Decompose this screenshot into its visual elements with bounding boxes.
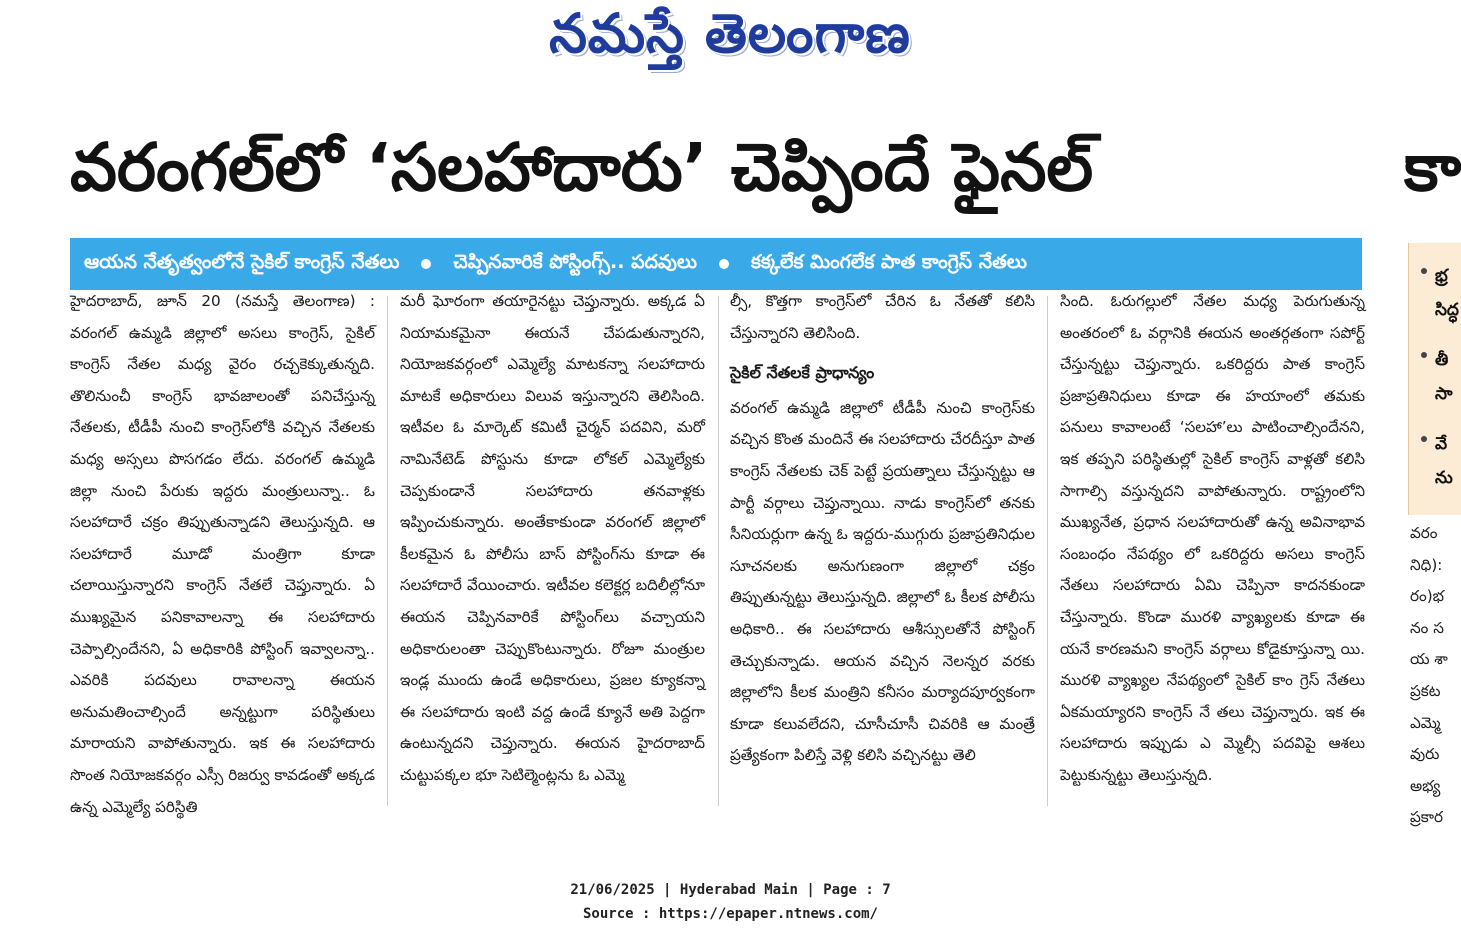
page-footer xyxy=(0,878,1461,926)
fragment-line: అభ్య xyxy=(1410,776,1441,795)
headline: వరంగల్‌లో ‘సలహాదారు’ చెప్పిందే ఫైనల్ xyxy=(70,129,1094,206)
article-column-3 xyxy=(730,286,1035,772)
fragment-line: ప్రకార xyxy=(1410,808,1443,827)
bullet-icon xyxy=(1421,352,1427,358)
source-link[interactable]: Source : https://epaper.ntnews.com/ xyxy=(582,906,878,922)
deck-banner xyxy=(70,238,1362,290)
bullet-icon xyxy=(1421,436,1427,442)
article-column-2: మరీ ఘోరంగా తయారైనట్టు చెప్తున్నారు. అక్కడ ఏ నియామకమైనా ఈయనే చేపడుతున్నారని, నియోజకవర్గంలో ఎమ్మెల్యే మాటకన్నా సలహాదారు మాటకే అధికారులు విలువ ఇస్తున్నారని తెలిసింది. ఇటీవల ఓ మార్కెట్ కమిటీ చైర్మన్ పదవిని, మరో నామినేటెడ్ పోస్టును కూడా లోకల్ ఎమ్మెల్యేకు చెప్పకుండానే సలహాదారు తనవాళ్లకు ఇప్పించుకున్నారు. అంతేకాకుండా వరంగల్ జిల్లాలో కీలకమైన ఓ పోలీసు బాస్ పోస్టింగ్‌ను కూడా ఈ సలహాదారే వేయించారు. ఇటీవల కలెక్టర్ల బదిలీల్లోనూ ఈయన చెప్పినవారికే పోస్టింగ్‌లు వచ్చాయని అధికారులంతా చెప్పుకొంటున్నారు. రోజూ మంత్రుల ఇండ్ల ముందు ఉండే అధికారులు, ప్రజల క్యూకన్నా ఈ సలహాదారు ఇంటి వద్ద ఉండే క్యూనే అతి పెద్దగా ఉంటున్నదని చెప్తున్నారు. ఈయన హైదరాబాద్ చుట్టుపక్కల భూ సెటిల్మెంట్లను ఓ ఎమ్మె xyxy=(400,292,705,784)
fragment-line: ఎమ్మె xyxy=(1410,713,1441,732)
fragment-line: నిధి): xyxy=(1410,555,1443,574)
highlight-item xyxy=(1421,511,1461,515)
adjacent-article-column xyxy=(1410,518,1461,834)
deck-item-1: ఆయన నేతృత్వంలోనే సైకిల్ కాంగ్రెస్ నేతలు xyxy=(84,250,400,273)
fragment-line: య శా xyxy=(1410,650,1448,669)
deck-item-3: కక్కలేక మింగలేక పాత కాంగ్రెస్ నేతలు xyxy=(751,250,1027,273)
highlight-item: వే ను xyxy=(1421,427,1461,495)
fragment-line: వరం xyxy=(1410,524,1438,542)
column-divider xyxy=(1047,296,1048,806)
article-column-3-text-b: వరంగల్ ఉమ్మడి జిల్లాలో టీడీపీ నుంచి కాంగ్రెస్‌కు వచ్చిన కొంత మందినే ఈ సలహాదారు చేరదీస్తూ పాత కాంగ్రెస్ నేతలకు చెక్ పెట్టే ప్రయత్నాలు చేస్తున్నట్టు ఆ పార్టీ వర్గాలు చెప్తున్నాయి. నాడు కాంగ్రెస్‌లో తనకు సీనియర్లుగా ఉన్న ఓ ఇద్దరు-ముగ్గురు ప్రజాప్రతినిధుల సూచనలకు అనుగుణంగా జిల్లాలో చక్రం తిప్పుతున్నట్టు తెలుస్తున్నది. జిల్లాలో ఓ కీలక పోలీసు అధికారి.. ఈ సలహాదారు ఆశీస్సులతోనే పోస్టింగ్ తెచ్చుకున్నాడు. ఆయన వచ్చిన నెలన్నర వరకు జిల్లాలోని కీలక మంత్రిని కనీసం మర్యాదపూర్వకంగా కూడా కలువలేదని, చూసీచూసీ చివరికి ఆ మంత్రే ప్రత్యేకంగా పిలిస్తే వెళ్లి కలిసి వచ్చినట్టు తెలి xyxy=(730,398,1035,765)
fragment-line: వురు xyxy=(1410,745,1440,764)
article-column-1: హైదరాబాద్, జూన్ 20 (నమస్తే తెలంగాణ) : వరంగల్ ఉమ్మడి జిల్లాలో అసలు కాంగ్రెస్, సైకిల్ కాంగ్రెస్ నేతల మధ్య వైరం రచ్చకెక్కుతున్నది. తొలినుంచీ కాంగ్రెస్ భావజాలంతో పనిచేస్తున్న నేతలకు, టీడీపీ నుంచి కాంగ్రెస్‌లోకి వచ్చిన నేతలకు మధ్య అస్సలు పొసగడం లేదు. వరంగల్ ఉమ్మడి జిల్లా నుంచి పేరుకు ఇద్దరు మంత్రులున్నా.. ఓ సలహాదారే చక్రం తిప్పుతున్నాడని తెలుస్తున్నది. ఆ సలహాదారే మూడో మంత్రిగా కూడా చలాయిస్తున్నారని కాంగ్రెస్ నేతలే చెప్తున్నారు. ఏ ముఖ్యమైన పనికావాలన్నా ఈ సలహాదారు చెప్పాల్సిందేనని, ఏ అధికారికి పోస్టింగ్ ఇవ్వాలన్నా.. ఎవరికి పదవులు రావాలన్నా ఈయన అనుమతించాల్సిందే అన్నట్టుగా పరిస్థితులు మారాయని వాపోతున్నారు. ఇక ఈ సలహాదారు సొంత నియోజకవర్గం ఎస్సీ రిజర్వు కావడంతో అక్కడ ఉన్న ఎమ్మెల్యే పరిస్థితి xyxy=(70,292,375,816)
article-column-3-text-a: ల్సీ, కొత్తగా కాంగ్రెస్‌లో చేరిన ఓ నేతతో కలిసి చేస్తున్నారని తెలిసింది. xyxy=(730,292,1035,342)
deck-item-2: చెప్పినవారికే పోస్టింగ్స్.. పదవులు xyxy=(453,250,698,273)
subheading: సైకిల్ నేతలకే ప్రాధాన్యం xyxy=(730,363,875,383)
highlight-item: తీ సా xyxy=(1421,343,1461,411)
highlight-item: భ్ర సిద్ధ xyxy=(1421,259,1461,327)
adjacent-headline-fragment: కా xyxy=(1404,129,1461,206)
column-divider xyxy=(387,296,388,806)
edition-info: 21/06/2025 | Hyderabad Main | Page : 7 xyxy=(570,882,891,898)
newspaper-masthead: నమస్తే తెలంగాణ xyxy=(549,2,911,65)
fragment-line: ప్రకట xyxy=(1410,681,1441,700)
article-column-4: సింది. ఓరుగల్లులో నేతల మధ్య పెరుగుతున్న అంతరంలో ఓ వర్గానికి ఈయన అంతర్గతంగా సపోర్ట్ చేస్తున్నట్టు చెప్తున్నారు. ఒకరిద్దరు పాత కాంగ్రెస్ ప్రజాప్రతినిధులు కూడా ఈ హయాంలో తమకు పనులు కావాలంటే ‘సలహా’లు పాటించాల్సిందేనని, ఇక తప్పని పరిస్థితుల్లో సైకిల్ కాంగ్రెస్ వాళ్లతో కలిసి సాగాల్సి వస్తున్నదని వాపోతున్నారు. రాష్ట్రంలోని ముఖ్యనేత, ప్రధాన సలహాదారుతో ఉన్న అవినాభావ సంబంధం నేపథ్యం లో ఒకరిద్దరు అసలు కాంగ్రెస్ నేతలు సలహాదారు ఏమి చెప్పినా కాదనకుండా చేస్తున్నారు. కొండా మురళి వ్యాఖ్యలకు కూడా ఈ యనే కారణమని కాంగ్రెస్ వర్గాలు కోడైకూస్తున్నా యి. మురళి వ్యాఖ్యల నేపథ్యంలో సైకిల్ కాం గ్రెస్ నేతలు ఏకమయ్యారని కాంగ్రెస్ నే తలు చెప్తున్నారు. ఇక ఈ సలహాదారు ఇప్పుడు ఎ మ్మెల్సీ పదవిపై ఆశలు పెట్టుకున్నట్టు తెలుస్తున్నది. xyxy=(1060,292,1365,784)
bullet-icon xyxy=(1421,268,1427,274)
bullet-dot-icon xyxy=(421,259,431,269)
fragment-line: నం స xyxy=(1410,618,1444,637)
fragment-line: రం)భ xyxy=(1410,587,1445,606)
column-divider xyxy=(718,296,719,806)
bullet-dot-icon xyxy=(719,259,729,269)
adjacent-article-highlights xyxy=(1408,243,1461,515)
